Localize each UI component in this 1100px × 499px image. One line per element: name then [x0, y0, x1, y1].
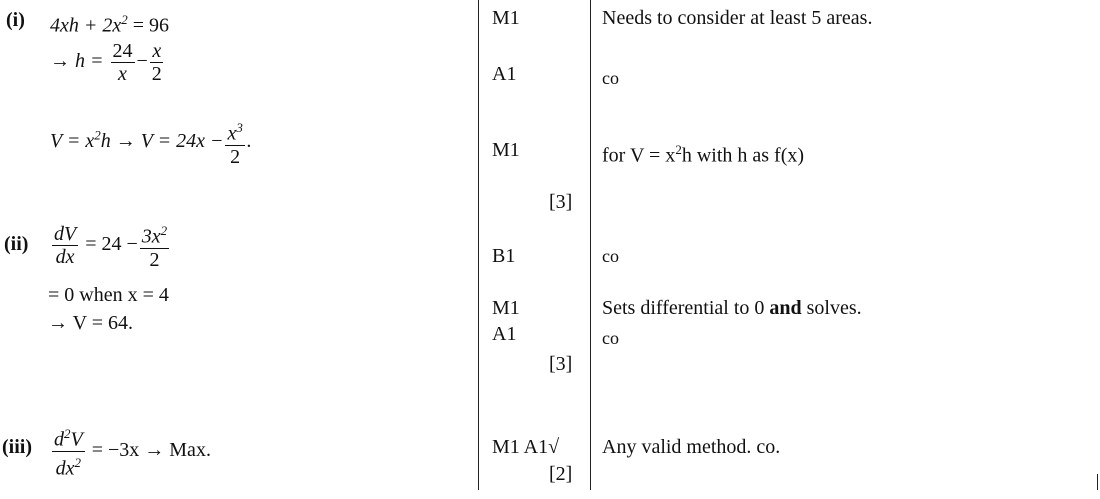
part-ii-line1: $\frac{dV}{dx}$ = 24 − $\frac{3x^2}{2}$ [50, 220, 171, 271]
part-i-line1: $4xh + 2x^2 = 96$ [50, 12, 170, 37]
mark-total: [3] [549, 191, 573, 213]
guidance-note: for $V = x^2h$ with h as f(x) [602, 142, 805, 167]
part-i-label: (i) [6, 9, 25, 31]
mark: A1 [492, 323, 517, 345]
mark: M1 [492, 297, 520, 319]
part-ii-line3: → V = 64. [48, 312, 133, 334]
mark: M1 [492, 139, 520, 161]
guidance-note: co [602, 246, 619, 266]
part-ii-line2: = 0 when x = 4 [48, 284, 169, 306]
guidance-note: co [602, 328, 619, 348]
guidance-note: Sets differential to 0 and solves. [602, 297, 862, 319]
part-i-line3: $V = x^2h \to V = 24x$ − $\frac{x^3}{2}$ . [50, 117, 252, 168]
mark: M1 [492, 7, 520, 29]
column-divider-guidance [590, 0, 591, 490]
part-iii-line1: $\frac{d^2V}{dx^2}$ = −3x → Max. [50, 423, 211, 479]
guidance-note: Needs to consider at least 5 areas. [602, 7, 873, 29]
mark: M1 A1√ [492, 436, 560, 458]
part-ii-label: (ii) [4, 233, 29, 255]
mark-total: [2] [549, 463, 573, 485]
guidance-note: Any valid method. co. [602, 436, 781, 458]
text-cursor [1097, 474, 1098, 490]
mark: B1 [492, 245, 516, 267]
guidance-note: co [602, 68, 619, 88]
part-i-line2: → h = $\frac{24}{x}$ − $\frac{x}{2}$ [50, 40, 162, 85]
part-iii-label: (iii) [2, 436, 32, 458]
mark: A1 [492, 63, 517, 85]
mark-total: [3] [549, 353, 573, 375]
column-divider-marks [478, 0, 479, 490]
